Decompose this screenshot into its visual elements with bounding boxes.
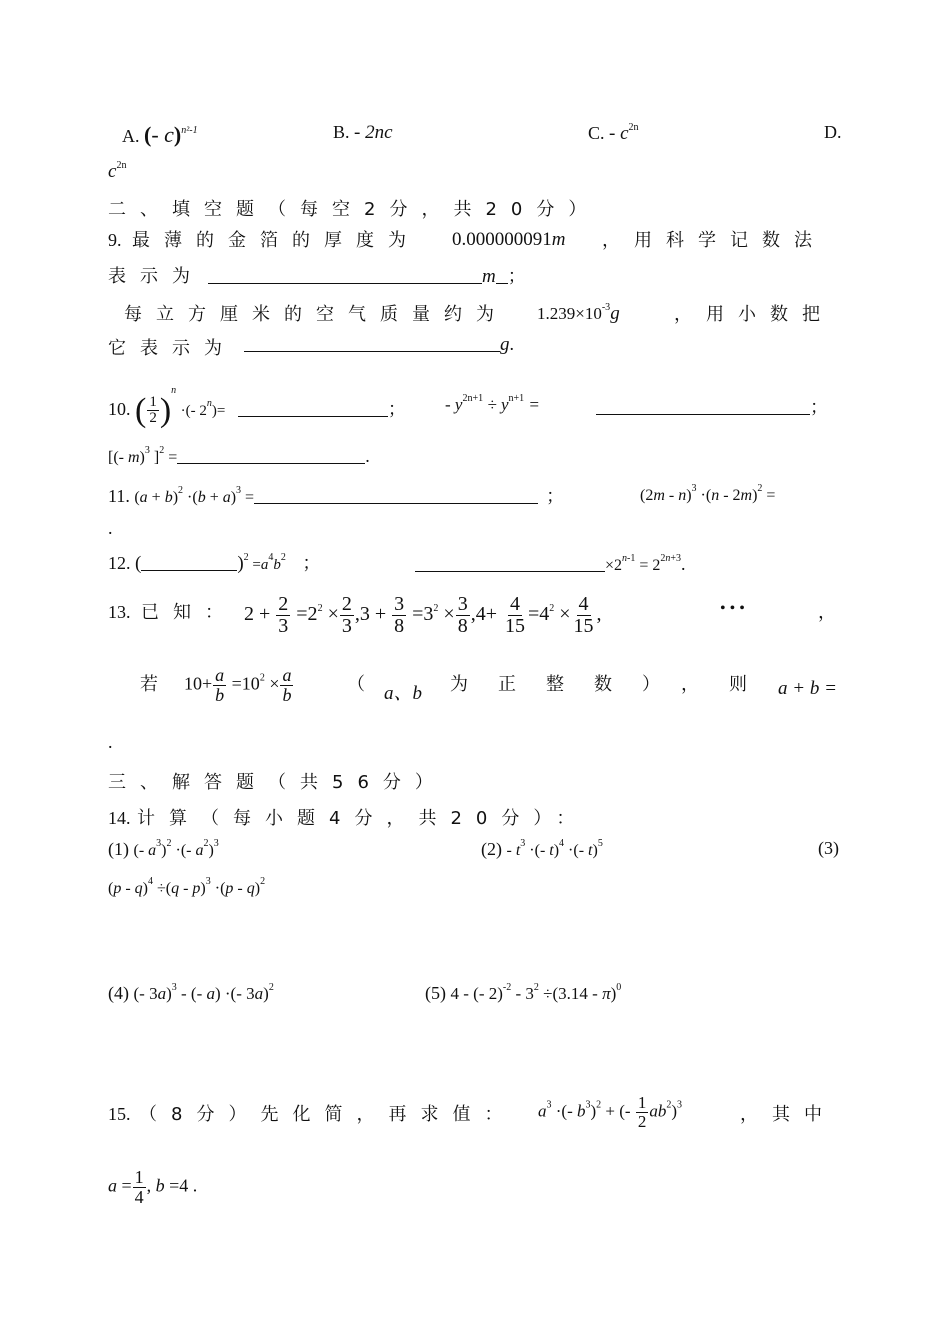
q9-value2: [537, 302, 620, 325]
option-d-base: c: [108, 161, 117, 182]
q9-value2-times: ×10: [575, 304, 602, 323]
q13-text4: 为正整数），则: [450, 674, 777, 695]
q10-blank1[interactable]: [238, 400, 388, 417]
section-3-title: 三、解答题（共56分）: [108, 772, 447, 793]
q9-value2-exp: -3: [601, 302, 611, 313]
q15-expr: $a^3$ ·(- $b^3)^2$ + (- $\frac{1}{2}$ $ab^2)^3$: [538, 1093, 682, 1131]
q9-end: .: [509, 334, 514, 354]
q13-vars: a、b: [384, 683, 423, 704]
q15-number: 15.: [108, 1104, 131, 1124]
option-c-expr: [609, 123, 639, 144]
q14-p3-label: (3): [818, 838, 839, 858]
q12-blank1[interactable]: [141, 554, 237, 571]
q13-result: a + b =: [778, 678, 837, 699]
q10-expr2: - $y^{2n+1} \div y^{n+1}$ =: [445, 393, 540, 414]
q12-answer2: $\times 2^{n-1} = 2^{2n+3}$.: [415, 553, 686, 575]
q13-number: 13.: [108, 602, 131, 622]
option-c-base: - c: [609, 123, 629, 144]
q12-line1: 12. ( )$^2 =a^4b^2$ ；: [108, 552, 321, 574]
q13-comma: ，: [818, 602, 836, 622]
q14-p2: $(2) - t^3$ ·(- t)$^4$ ·(- t)$^5$: [481, 838, 603, 859]
q11-sep: ；: [546, 486, 565, 506]
option-a-label: A.: [122, 126, 140, 146]
q11-line1: 11. $(a + b)^2 \cdot(b + a)^3$ = ；: [108, 485, 565, 506]
q14-title-line: [108, 804, 588, 830]
q11-number: 11.: [108, 486, 130, 506]
option-b-label: B.: [333, 122, 350, 142]
q14-p4: (4) (- 3a)$^3$ - (- a) ·(- 3a)$^2$: [108, 982, 274, 1003]
q13-equations: 2 + $\frac{2}{3}$ $=2^2$ × $\frac{2}{3}$ ,3 + $\frac{3}{8}$ $=3^2$ × $\frac{3}{8}$ ,4+ $\frac{4}{15}$ $=4^2$ × $\frac{4}{15}$ ,: [244, 593, 602, 637]
q14-p4-label: (4): [108, 983, 129, 1003]
q9-text3: 表示为: [108, 266, 204, 287]
option-b: [333, 122, 393, 144]
q14-p5-label: (5): [425, 983, 446, 1003]
q13-condition: 10+ $\frac{a}{b}$ $=10^2$ × $\frac{a}{b}$: [184, 665, 292, 705]
q9-unit2b: g: [500, 334, 510, 355]
option-a-expr: (- c)$^{n^2-1}$: [144, 122, 198, 147]
q9-unit1: m: [551, 229, 566, 250]
q9-blank1[interactable]: [208, 267, 482, 284]
q12-number: 12.: [108, 553, 131, 573]
q10-sep1: ；: [387, 399, 406, 419]
q9-value1-num: 0.000000091: [452, 229, 552, 250]
q9-sep: ；: [507, 266, 526, 286]
q10-line3: [(- m)$^3$ ]$^2$ = .: [108, 445, 370, 466]
q13-ellipsis: • • •: [720, 600, 745, 617]
q9-text2: ，用科学记数法: [602, 230, 826, 251]
section-2-title: 二、填空题（每空2分，共20分）: [108, 199, 601, 220]
q15-values: a = $\frac{1}{4}$ , b =4 .: [108, 1167, 198, 1207]
q9-text4: 每立方厘米的空气质量约为: [124, 304, 508, 325]
q14-p1: (1) (- $a^3)^2$ ·(- $a^2)^3$: [108, 838, 219, 859]
option-a-exp: n²-1: [181, 125, 198, 136]
q9-unit1b: m: [482, 266, 496, 287]
q13-text3: （: [347, 674, 379, 695]
q9-answer2[interactable]: [244, 334, 514, 356]
q10-number: 10.: [108, 399, 131, 419]
q10-fraction: $\frac{1}{2}$: [149, 393, 157, 427]
q13-line1: [108, 598, 237, 624]
q13-text2: 若: [140, 674, 172, 695]
q15-text2: ，其中: [740, 1104, 836, 1125]
q10-sep2: ；: [810, 397, 828, 417]
q14-number: 14.: [108, 808, 131, 828]
q10-line1: 10. ( $\frac{1}{2}$ )$^n$ ·(- $2^n)=$ ；: [108, 385, 406, 429]
q11-end: .: [108, 518, 113, 538]
q10-paren-left: (: [135, 392, 147, 429]
q14-p2-label: (2): [481, 839, 502, 859]
q14-p1-label: (1): [108, 839, 129, 859]
q9-blank2[interactable]: [244, 335, 500, 352]
option-a: [122, 122, 198, 148]
q15-text1: （8分）先化简，再求值：: [139, 1104, 517, 1125]
q9-value2-num: 1.239: [537, 304, 576, 323]
q11-expr2: (2m - n)$^3$ ·(n - 2m)$^2$ =: [640, 483, 776, 504]
q9-number: 9.: [108, 230, 122, 250]
q13-end: .: [108, 732, 113, 752]
q9-blank1-tail: [496, 267, 508, 284]
q9-text1: 最薄的金箔的厚度为: [132, 230, 420, 251]
option-c: [588, 122, 639, 145]
q10-end: .: [365, 446, 370, 466]
option-c-label: C.: [588, 123, 605, 143]
option-d-expr: [108, 160, 126, 183]
q14-p3-expr: (p - q)$^4$ ÷(q - p)$^3$ ·(p - q)$^2$: [108, 876, 266, 897]
q9-value1: [452, 229, 565, 251]
q10-answer2[interactable]: [596, 393, 828, 419]
option-b-expr: - 2nc: [354, 122, 393, 143]
q15-line1: [108, 1100, 516, 1126]
q12-sep: ；: [302, 553, 321, 573]
option-c-exp: 2n: [628, 122, 639, 133]
q9-line1: [108, 226, 420, 252]
q9-text6: 它表示为: [108, 338, 236, 359]
option-d-exp: 2n: [116, 160, 127, 171]
q14-title: 计算（每小题4分，共20分）：: [137, 808, 589, 829]
q9-unit2: g: [610, 303, 620, 324]
q9-text5: ，用小数把: [674, 304, 834, 325]
q11-blank1[interactable]: [254, 487, 538, 504]
q14-p5: (5) 4 - (- $2)^{-2} - 3^2 \div(3.14 - \pi)^0$: [425, 982, 622, 1003]
option-d-label: D.: [824, 122, 842, 142]
q12-blank2[interactable]: [415, 555, 605, 572]
q10-paren-right: ): [159, 392, 172, 429]
q10-blank2[interactable]: [596, 398, 810, 415]
q9-answer1[interactable]: [208, 262, 526, 288]
q10-blank3[interactable]: [177, 447, 365, 464]
q13-text1: 已知：: [141, 602, 237, 623]
